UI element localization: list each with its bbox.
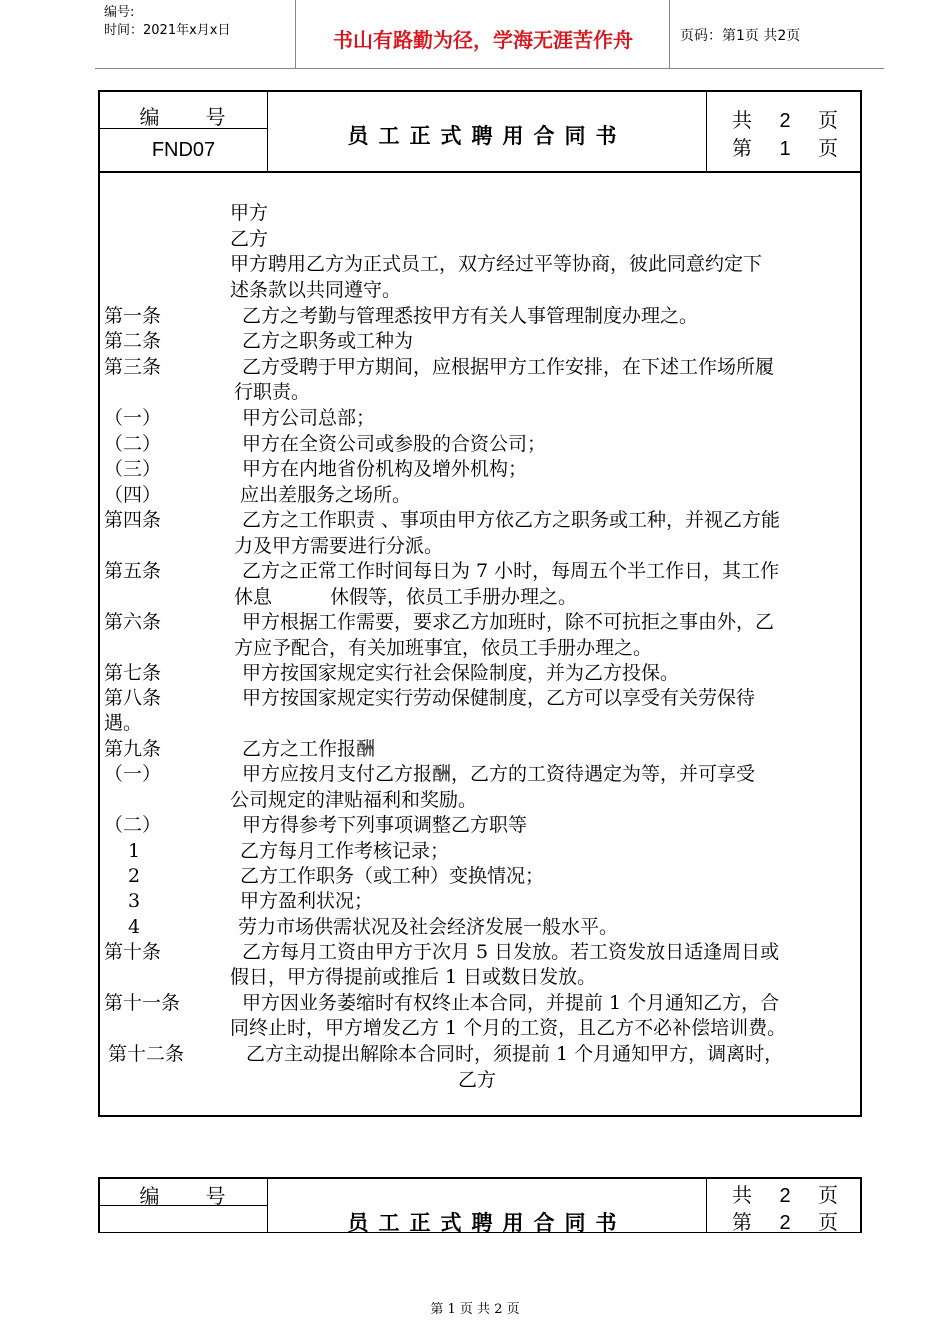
doc-date: 时间：2021年x月x日 — [104, 23, 231, 38]
article-text: 力及甲方需要进行分派。 — [234, 535, 444, 557]
page-current-value: 1 — [779, 138, 791, 160]
header-page-info: 页码：第1页 共2页 — [680, 28, 801, 44]
article-text: 乙方主动提出解除本合同时，须提前 1 个月通知甲方，调离时， — [246, 1043, 784, 1065]
page-footer: 第 1 页 共 2 页 — [430, 1302, 520, 1317]
clause-label: （三） — [104, 458, 162, 480]
item-text: 劳力市场供需状况及社会经济发展一般水平。 — [238, 916, 619, 938]
article-text: 同终止时，甲方增发乙方 1 个月的工资，且乙方不必补偿培训费。 — [230, 1017, 787, 1039]
form-divider — [706, 91, 707, 172]
header-motto: 书山有路勤为径，学海无涯苦作舟 — [333, 28, 633, 52]
page-total — [732, 1179, 838, 1208]
clause-label: （四） — [104, 484, 162, 506]
article-text: 休息 — [234, 586, 273, 608]
article-text: 乙方之职务或工种为 — [242, 330, 414, 352]
party-a: 甲方 — [230, 202, 269, 224]
article-label: 第三条 — [104, 356, 162, 378]
article-text: 乙方 — [458, 1069, 497, 1091]
article-label: 第十条 — [104, 941, 162, 963]
clause-label: （二） — [104, 814, 162, 836]
page-unit: 页 — [818, 1210, 838, 1234]
article-label: 第七条 — [104, 662, 162, 684]
article-text: 乙方之工作职责 、事项由甲方依乙方之职务或工种，并视乙方能 — [242, 509, 781, 531]
page-total-label: 共 — [732, 1183, 752, 1207]
article-text: 方应予配合，有关加班事宜，依员工手册办理之。 — [234, 637, 653, 659]
article-label: 第九条 — [104, 738, 162, 760]
form-header-rule — [99, 171, 861, 173]
article-text: 乙方之正常工作时间每日为 7 小时，每周五个半工作日，其工作 — [242, 560, 780, 582]
intro-line: 述条款以共同遵守。 — [230, 279, 402, 301]
article-text: 假日，甲方得提前或推后 1 日或数日发放。 — [230, 966, 597, 988]
page-unit: 页 — [818, 136, 838, 160]
article-text: 休假等，依员工手册办理之。 — [330, 586, 578, 608]
article-label: 第二条 — [104, 330, 162, 352]
item-number: 1 — [128, 840, 141, 862]
page-total-value: 2 — [779, 110, 791, 132]
clause-text: 甲方在全资公司或参股的合资公司； — [242, 433, 547, 455]
article-text: 遇。 — [104, 712, 143, 734]
page-total-value: 2 — [779, 1185, 791, 1207]
article-text: 甲方根据工作需要，要求乙方加班时，除不可抗拒之事由外，乙 — [242, 611, 775, 633]
article-text: 乙方受聘于甲方期间，应根据甲方工作安排，在下述工作场所履 — [242, 356, 775, 378]
page-current — [732, 132, 838, 161]
clause-label: （一） — [104, 407, 162, 429]
clause-text: 甲方得参考下列事项调整乙方职等 — [242, 814, 528, 836]
clause-text: 甲方在内地省份机构及增外机构； — [242, 458, 528, 480]
clause-label: （二） — [104, 433, 162, 455]
article-text: 乙方之考勤与管理悉按甲方有关人事管理制度办理之。 — [242, 305, 699, 327]
form-divider — [706, 1178, 707, 1232]
party-b: 乙方 — [230, 228, 269, 250]
article-label: 第四条 — [104, 509, 162, 531]
page-total — [732, 104, 838, 133]
item-number: 4 — [128, 916, 141, 938]
header-rule — [95, 68, 884, 69]
clause-text: 公司规定的津贴福利和奖励。 — [230, 789, 478, 811]
clause-text: 甲方应按月支付乙方报酬，乙方的工资待遇定为等，并可享受 — [242, 763, 756, 785]
article-text: 乙方之工作报酬 — [242, 738, 376, 760]
form-title: 员工正式聘用合同书 — [347, 1211, 627, 1235]
item-number: 2 — [128, 865, 141, 887]
article-text: 甲方因业务萎缩时有权终止本合同，并提前 1 个月通知乙方，合 — [242, 992, 780, 1014]
item-number: 3 — [128, 890, 141, 912]
article-text: 甲方按国家规定实行社会保险制度，并为乙方投保。 — [242, 662, 680, 684]
article-label: 第五条 — [104, 560, 162, 582]
article-label: 第六条 — [104, 611, 162, 633]
clause-text: 应出差服务之场所。 — [240, 484, 412, 506]
item-text: 乙方每月工作考核记录； — [240, 840, 450, 862]
form-code-label: 编 号 — [139, 105, 228, 129]
article-label: 第十一条 — [104, 992, 181, 1014]
page-total-label: 共 — [732, 108, 752, 132]
form-title: 员工正式聘用合同书 — [347, 124, 627, 148]
article-text: 行职责。 — [234, 381, 311, 403]
page-current — [732, 1206, 838, 1235]
clause-label: （一） — [104, 763, 162, 785]
page-current-label: 第 — [732, 1210, 752, 1234]
clause-text: 甲方公司总部； — [242, 407, 376, 429]
form-code-label: 编 号 — [139, 1184, 228, 1208]
page-unit: 页 — [818, 1183, 838, 1207]
intro-line: 甲方聘用乙方为正式员工，双方经过平等协商，彼此同意约定下 — [230, 253, 763, 275]
item-text: 乙方工作职务（或工种）变换情况； — [240, 865, 545, 887]
page-current-label: 第 — [732, 136, 752, 160]
doc-meta — [104, 4, 230, 40]
doc-code-label: 编号: — [104, 5, 135, 20]
page-unit: 页 — [818, 108, 838, 132]
form-code-value: FND07 — [151, 139, 216, 161]
page-current-value: 2 — [779, 1212, 791, 1234]
item-text: 甲方盈利状况； — [240, 890, 374, 912]
article-label: 第一条 — [104, 305, 162, 327]
article-text: 甲方按国家规定实行劳动保健制度，乙方可以享受有关劳保待 — [242, 687, 756, 709]
article-label: 第八条 — [104, 687, 162, 709]
article-text: 乙方每月工资由甲方于次月 5 日发放。若工资发放日适逢周日或 — [242, 941, 780, 963]
article-label: 第十二条 — [108, 1043, 185, 1065]
